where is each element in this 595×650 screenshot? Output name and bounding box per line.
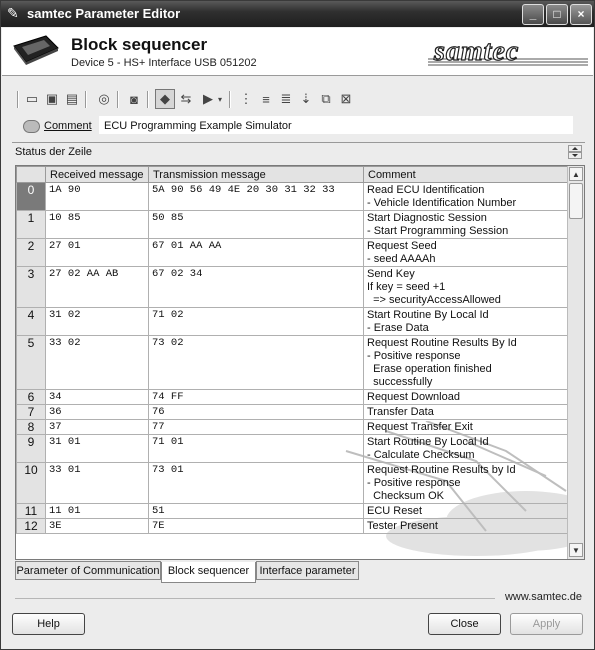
- comment-line: Send Key: [367, 268, 415, 280]
- tab-interface-parameter[interactable]: Interface parameter: [256, 561, 359, 580]
- column-header-transmission[interactable]: Transmission message: [149, 167, 364, 183]
- apply-button[interactable]: Apply: [510, 613, 583, 635]
- print-preview-icon[interactable]: ◎: [98, 91, 110, 106]
- comment-line: - Calculate Checksum: [367, 449, 475, 461]
- row-number-cell[interactable]: 9: [17, 435, 46, 463]
- close-button[interactable]: Close: [428, 613, 501, 635]
- comment-cell[interactable]: [364, 405, 568, 420]
- row-status-label: Status der Zeile: [15, 146, 93, 158]
- comment-button[interactable]: [23, 116, 92, 136]
- table-body: [17, 183, 568, 534]
- row-number-cell[interactable]: 3: [17, 267, 46, 308]
- comment-line: Request Download: [367, 391, 460, 403]
- transmission-message-cell[interactable]: 50 85: [149, 211, 364, 239]
- device-subtitle: Device 5 - HS+ Interface USB 051202: [71, 57, 257, 69]
- transmission-message-cell[interactable]: 71 01: [149, 435, 364, 463]
- table-row[interactable]: [17, 239, 568, 267]
- table-row[interactable]: [17, 435, 568, 463]
- received-message-cell[interactable]: 33 02: [46, 336, 149, 390]
- comment-cell[interactable]: [364, 183, 568, 211]
- transmission-message-cell[interactable]: 73 02: [149, 336, 364, 390]
- table-header-row: [17, 167, 568, 183]
- row-number-cell[interactable]: 7: [17, 405, 46, 420]
- close-window-button[interactable]: ×: [570, 4, 592, 25]
- move-row-icon[interactable]: ⇣: [300, 91, 312, 106]
- table-row[interactable]: [17, 504, 568, 519]
- transmission-message-cell[interactable]: 73 01: [149, 463, 364, 504]
- comment-cell[interactable]: [364, 390, 568, 405]
- comment-line: - Positive response: [367, 350, 461, 362]
- tab-parameter-of-communication[interactable]: Parameter of Communication: [15, 561, 161, 580]
- help-button[interactable]: Help: [12, 613, 85, 635]
- toolbar-separator: [85, 91, 87, 108]
- toolbar-separator: [17, 91, 19, 108]
- samtec-logo: [428, 38, 588, 68]
- page-title: Block sequencer: [71, 35, 208, 54]
- comment-line: Request Transfer Exit: [367, 421, 473, 433]
- transmission-message-cell[interactable]: 5A 90 56 49 4E 20 30 31 32 33: [149, 183, 364, 211]
- insert-row-icon[interactable]: ≡: [262, 91, 270, 107]
- comment-cell[interactable]: [364, 267, 568, 308]
- toolbar-separator: [229, 91, 231, 108]
- toolbar: [15, 88, 579, 112]
- comment-cell[interactable]: [364, 435, 568, 463]
- row-number-cell[interactable]: 5: [17, 336, 46, 390]
- received-message-cell[interactable]: 10 85: [46, 211, 149, 239]
- save-as-icon[interactable]: ▤: [65, 91, 79, 106]
- comment-line: - Erase Data: [367, 322, 429, 334]
- comment-line: ECU Reset: [367, 505, 423, 517]
- column-header-comment[interactable]: Comment: [364, 167, 568, 183]
- delete-row-icon[interactable]: ⊠: [340, 91, 352, 106]
- column-header-received[interactable]: Received message: [46, 167, 149, 183]
- row-number-cell[interactable]: 0: [17, 183, 46, 211]
- transmission-message-cell[interactable]: 67 02 34: [149, 267, 364, 308]
- comment-line: Start Diagnostic Session: [367, 212, 487, 224]
- comment-line: Read ECU Identification: [367, 184, 485, 196]
- table-row[interactable]: [17, 519, 568, 534]
- comment-line: Checksum OK: [367, 490, 445, 502]
- comment-line: Erase operation finished: [367, 363, 492, 375]
- comment-line: Request Routine Results by Id: [367, 464, 516, 476]
- row-number-cell[interactable]: 10: [17, 463, 46, 504]
- comment-input[interactable]: ECU Programming Example Simulator: [99, 116, 573, 134]
- dropdown-arrow-icon[interactable]: ▾: [217, 94, 222, 104]
- received-message-cell[interactable]: 34: [46, 390, 149, 405]
- comment-line: Tester Present: [367, 520, 438, 532]
- received-message-cell[interactable]: 27 01: [46, 239, 149, 267]
- scroll-up-icon[interactable]: ▲: [569, 167, 583, 181]
- toolbar-separator: [117, 91, 119, 108]
- comment-line: => securityAccessAllowed: [367, 294, 501, 306]
- row-number-cell[interactable]: 1: [17, 211, 46, 239]
- table-row[interactable]: [17, 308, 568, 336]
- save-icon[interactable]: ▣: [45, 91, 59, 106]
- device-image: [10, 34, 60, 67]
- comment-line: Start Routine By Local Id: [367, 436, 489, 448]
- comment-line: successfully: [367, 376, 433, 388]
- comment-line: Start Routine By Local Id: [367, 309, 489, 321]
- comment-cell[interactable]: [364, 239, 568, 267]
- received-message-cell[interactable]: 37: [46, 420, 149, 435]
- received-message-cell[interactable]: 11 01: [46, 504, 149, 519]
- scroll-down-icon[interactable]: ▼: [569, 543, 583, 557]
- transmission-message-cell[interactable]: 7E: [149, 519, 364, 534]
- copy-row-icon[interactable]: ⧉: [321, 91, 331, 106]
- transmission-message-cell[interactable]: 71 02: [149, 308, 364, 336]
- minimize-button[interactable]: _: [522, 4, 544, 25]
- step-icon[interactable]: ⋮: [239, 91, 253, 106]
- transmission-message-cell[interactable]: 67 01 AA AA: [149, 239, 364, 267]
- comment-cell[interactable]: [364, 308, 568, 336]
- received-message-cell[interactable]: 33 01: [46, 463, 149, 504]
- comment-button-label: Comment: [44, 120, 92, 132]
- scroll-thumb[interactable]: [569, 183, 583, 219]
- play-icon[interactable]: ▶: [203, 91, 213, 106]
- row-status-bar: [12, 142, 585, 161]
- received-message-cell[interactable]: 3E: [46, 519, 149, 534]
- comment-cell[interactable]: [364, 519, 568, 534]
- comment-cell[interactable]: [364, 420, 568, 435]
- comment-line: If key = seed +1: [367, 281, 446, 293]
- received-message-cell[interactable]: 31 02: [46, 308, 149, 336]
- block-sequence-grid: [15, 165, 585, 560]
- row-number-cell[interactable]: 2: [17, 239, 46, 267]
- row-number-cell[interactable]: 11: [17, 504, 46, 519]
- row-number-cell[interactable]: 4: [17, 308, 46, 336]
- row-number-cell[interactable]: 8: [17, 420, 46, 435]
- print-icon[interactable]: ◙: [130, 91, 138, 107]
- table-row[interactable]: [17, 183, 568, 211]
- tab-block-sequencer[interactable]: Block sequencer: [161, 562, 256, 583]
- record-icon[interactable]: ◆: [155, 89, 175, 109]
- comment-bar: [15, 115, 581, 137]
- website-link: www.samtec.de: [504, 591, 582, 603]
- comment-line: Request Seed: [367, 240, 437, 252]
- comment-line: - Positive response: [367, 477, 461, 489]
- open-folder-icon[interactable]: ▭: [25, 91, 39, 106]
- comment-cell[interactable]: [364, 211, 568, 239]
- comment-cell[interactable]: [364, 336, 568, 390]
- title-bar: [1, 1, 594, 27]
- comment-cell[interactable]: [364, 463, 568, 504]
- toolbar-separator: [147, 91, 149, 108]
- table-row[interactable]: [17, 211, 568, 239]
- row-number-header: [17, 167, 46, 183]
- comment-line: - Start Programming Session: [367, 225, 509, 237]
- received-message-cell[interactable]: 1A 90: [46, 183, 149, 211]
- received-message-cell[interactable]: 31 01: [46, 435, 149, 463]
- table-row[interactable]: [17, 405, 568, 420]
- maximize-button[interactable]: □: [546, 4, 568, 25]
- app-icon: ✎: [7, 5, 19, 21]
- comment-line: Transfer Data: [367, 406, 434, 418]
- window-title: samtec Parameter Editor: [27, 6, 181, 21]
- footer-divider: [15, 598, 495, 599]
- spin-toggle-icon[interactable]: [568, 145, 582, 159]
- table-row[interactable]: [17, 463, 568, 504]
- add-row-icon[interactable]: ≣: [280, 91, 292, 106]
- comment-line: - seed AAAAh: [367, 253, 436, 265]
- received-message-cell[interactable]: 27 02 AA AB: [46, 267, 149, 308]
- sequence-table: [16, 166, 568, 534]
- header-panel: [2, 28, 593, 76]
- svg-text:samtec: samtec: [434, 38, 520, 67]
- table-row[interactable]: [17, 390, 568, 405]
- vertical-scrollbar[interactable]: [567, 166, 584, 559]
- comment-line: - Vehicle Identification Number: [367, 197, 517, 209]
- comment-line: Request Routine Results By Id: [367, 337, 517, 349]
- transmission-message-cell[interactable]: 74 FF: [149, 390, 364, 405]
- table-row[interactable]: [17, 336, 568, 390]
- received-message-cell[interactable]: 36: [46, 405, 149, 420]
- swap-icon[interactable]: ⇆: [180, 91, 192, 106]
- table-row[interactable]: [17, 420, 568, 435]
- row-number-cell[interactable]: 12: [17, 519, 46, 534]
- transmission-message-cell[interactable]: 51: [149, 504, 364, 519]
- transmission-message-cell[interactable]: 76: [149, 405, 364, 420]
- transmission-message-cell[interactable]: 77: [149, 420, 364, 435]
- comment-bubble-icon: [23, 120, 40, 133]
- row-number-cell[interactable]: 6: [17, 390, 46, 405]
- table-row[interactable]: [17, 267, 568, 308]
- comment-cell[interactable]: [364, 504, 568, 519]
